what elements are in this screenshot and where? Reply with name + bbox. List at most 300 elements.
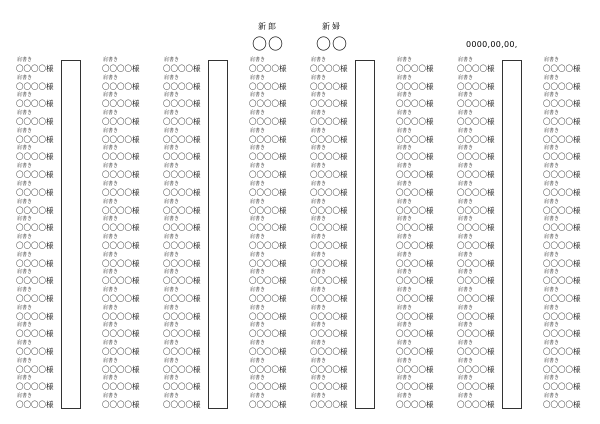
guest-name: 〇〇〇〇様 bbox=[249, 223, 287, 233]
guest-title: 肩書き bbox=[458, 340, 474, 346]
guest-title: 肩書き bbox=[397, 375, 413, 382]
guest-name: 〇〇〇〇様 bbox=[102, 276, 140, 286]
guest-title: 肩書き bbox=[250, 357, 266, 364]
guest-name: 〇〇〇〇様 bbox=[310, 81, 348, 91]
guest-name: 〇〇〇〇様 bbox=[16, 311, 54, 321]
guest-name: 〇〇〇〇様 bbox=[310, 240, 348, 250]
guest-entry bbox=[163, 321, 227, 339]
guest-entry bbox=[310, 233, 374, 251]
guest-entry bbox=[249, 56, 313, 74]
guest-title: 肩書き bbox=[458, 74, 474, 81]
guest-name: 〇〇〇〇様 bbox=[249, 170, 287, 180]
guest-entry bbox=[396, 374, 460, 392]
guest-entry bbox=[102, 180, 166, 198]
guest-title: 肩書き bbox=[164, 286, 180, 293]
guest-name: 〇〇〇〇様 bbox=[249, 364, 287, 374]
guest-title: 肩書き bbox=[103, 322, 119, 329]
bride-name: 〇〇 bbox=[316, 35, 349, 53]
guest-name: 〇〇〇〇様 bbox=[16, 205, 54, 215]
guest-entry bbox=[163, 374, 227, 392]
guest-title: 肩書き bbox=[103, 110, 119, 117]
guest-name: 〇〇〇〇様 bbox=[102, 187, 140, 197]
guest-name: 〇〇〇〇様 bbox=[16, 170, 54, 180]
guest-entry bbox=[396, 56, 460, 74]
guest-entry bbox=[163, 357, 227, 375]
guest-name: 〇〇〇〇様 bbox=[249, 400, 287, 410]
guest-entry bbox=[543, 392, 600, 410]
guest-title: 肩書き bbox=[311, 198, 327, 205]
guest-name: 〇〇〇〇様 bbox=[163, 240, 201, 250]
guest-title: 肩書き bbox=[544, 163, 560, 170]
guest-title: 肩書き bbox=[250, 57, 266, 63]
guest-column bbox=[310, 56, 374, 410]
guest-entry bbox=[16, 127, 80, 145]
guest-entry bbox=[457, 268, 521, 286]
guest-entry bbox=[16, 56, 80, 74]
guest-entry bbox=[163, 339, 227, 357]
guest-name: 〇〇〇〇様 bbox=[457, 223, 495, 233]
guest-entry bbox=[163, 251, 227, 269]
guest-title: 肩書き bbox=[17, 393, 33, 400]
guest-entry bbox=[396, 357, 460, 375]
guest-title: 肩書き bbox=[250, 127, 266, 134]
guest-title: 肩書き bbox=[164, 357, 180, 364]
guest-name: 〇〇〇〇様 bbox=[310, 382, 348, 392]
guest-entry bbox=[163, 162, 227, 180]
guest-entry bbox=[396, 215, 460, 233]
guest-title: 肩書き bbox=[458, 251, 474, 258]
guest-entry bbox=[310, 268, 374, 286]
guest-name: 〇〇〇〇様 bbox=[163, 187, 201, 197]
guest-entry bbox=[457, 180, 521, 198]
guest-column bbox=[16, 56, 80, 410]
guest-entry bbox=[249, 215, 313, 233]
guest-entry bbox=[16, 339, 80, 357]
guest-entry bbox=[543, 74, 600, 92]
guest-name: 〇〇〇〇様 bbox=[16, 364, 54, 374]
guest-entry bbox=[102, 392, 166, 410]
guest-entry bbox=[249, 233, 313, 251]
guest-entry bbox=[16, 251, 80, 269]
guest-title: 肩書き bbox=[103, 57, 119, 63]
guest-title: 肩書き bbox=[164, 180, 180, 187]
guest-name: 〇〇〇〇様 bbox=[249, 240, 287, 250]
guest-entry bbox=[543, 321, 600, 339]
guest-name: 〇〇〇〇様 bbox=[163, 347, 201, 356]
guest-entry bbox=[249, 374, 313, 392]
guest-name: 〇〇〇〇様 bbox=[396, 347, 434, 356]
guest-entry bbox=[543, 180, 600, 198]
guest-title: 肩書き bbox=[544, 304, 560, 311]
guest-name: 〇〇〇〇様 bbox=[310, 329, 348, 339]
groom-label: 新郎 bbox=[258, 22, 278, 31]
guest-name: 〇〇〇〇様 bbox=[16, 152, 54, 162]
guest-entry bbox=[16, 109, 80, 127]
guest-name: 〇〇〇〇様 bbox=[543, 134, 581, 144]
guest-name: 〇〇〇〇様 bbox=[543, 205, 581, 215]
guest-entry bbox=[16, 392, 80, 410]
guest-entry bbox=[102, 198, 166, 216]
guest-title: 肩書き bbox=[397, 92, 413, 99]
guest-entry bbox=[310, 109, 374, 127]
guest-title: 肩書き bbox=[311, 180, 327, 187]
guest-entry bbox=[396, 304, 460, 322]
guest-title: 肩書き bbox=[164, 375, 180, 382]
guest-title: 肩書き bbox=[311, 92, 327, 99]
guest-entry bbox=[457, 56, 521, 74]
guest-title: 肩書き bbox=[103, 233, 119, 240]
guest-name: 〇〇〇〇様 bbox=[310, 364, 348, 374]
guest-name: 〇〇〇〇様 bbox=[310, 311, 348, 321]
guest-title: 肩書き bbox=[458, 393, 474, 400]
guest-entry bbox=[102, 268, 166, 286]
guest-title: 肩書き bbox=[103, 269, 119, 276]
guest-title: 肩書き bbox=[17, 286, 33, 293]
guest-entry bbox=[102, 304, 166, 322]
guest-name: 〇〇〇〇様 bbox=[396, 187, 434, 197]
guest-entry bbox=[457, 286, 521, 304]
guest-title: 肩書き bbox=[458, 304, 474, 311]
guest-title: 肩書き bbox=[458, 375, 474, 382]
guest-title: 肩書き bbox=[103, 286, 119, 293]
guest-entry bbox=[249, 144, 313, 162]
guest-entry bbox=[102, 233, 166, 251]
guest-entry bbox=[310, 127, 374, 145]
guest-title: 肩書き bbox=[103, 163, 119, 170]
guest-title: 肩書き bbox=[458, 110, 474, 117]
guest-name: 〇〇〇〇様 bbox=[163, 382, 201, 392]
guest-title: 肩書き bbox=[458, 357, 474, 364]
guest-title: 肩書き bbox=[250, 304, 266, 311]
guest-title: 肩書き bbox=[250, 375, 266, 382]
guest-title: 肩書き bbox=[250, 163, 266, 170]
guest-entry bbox=[457, 321, 521, 339]
guest-title: 肩書き bbox=[250, 340, 266, 346]
guest-title: 肩書き bbox=[17, 145, 33, 152]
guest-title: 肩書き bbox=[458, 145, 474, 152]
guest-title: 肩書き bbox=[544, 269, 560, 276]
guest-name: 〇〇〇〇様 bbox=[163, 205, 201, 215]
guest-name: 〇〇〇〇様 bbox=[310, 400, 348, 410]
bride-block bbox=[316, 22, 348, 53]
guest-column bbox=[543, 56, 600, 410]
guest-entry bbox=[310, 180, 374, 198]
guest-title: 肩書き bbox=[164, 198, 180, 205]
guest-entry bbox=[457, 109, 521, 127]
guest-entry bbox=[543, 198, 600, 216]
guest-entry bbox=[163, 144, 227, 162]
guest-title: 肩書き bbox=[544, 145, 560, 152]
guest-entry bbox=[457, 144, 521, 162]
guest-entry bbox=[543, 162, 600, 180]
guest-entry bbox=[16, 321, 80, 339]
guest-name: 〇〇〇〇様 bbox=[457, 400, 495, 410]
guest-title: 肩書き bbox=[250, 92, 266, 99]
guest-name: 〇〇〇〇様 bbox=[16, 293, 54, 303]
guest-name: 〇〇〇〇様 bbox=[102, 81, 140, 91]
guest-name: 〇〇〇〇様 bbox=[543, 258, 581, 268]
guest-name: 〇〇〇〇様 bbox=[16, 117, 54, 127]
guest-entry bbox=[543, 56, 600, 74]
guest-entry bbox=[543, 339, 600, 357]
guest-entry bbox=[310, 339, 374, 357]
guest-title: 肩書き bbox=[458, 233, 474, 240]
guest-entry bbox=[249, 304, 313, 322]
guest-name: 〇〇〇〇様 bbox=[163, 400, 201, 410]
guest-title: 肩書き bbox=[311, 127, 327, 134]
guest-entry bbox=[396, 251, 460, 269]
guest-entry bbox=[457, 304, 521, 322]
guest-entry bbox=[102, 74, 166, 92]
guest-name: 〇〇〇〇様 bbox=[310, 205, 348, 215]
guest-title: 肩書き bbox=[164, 304, 180, 311]
guest-title: 肩書き bbox=[17, 92, 33, 99]
guest-entry bbox=[163, 268, 227, 286]
guest-name: 〇〇〇〇様 bbox=[543, 382, 581, 392]
guest-name: 〇〇〇〇様 bbox=[543, 223, 581, 233]
guest-name: 〇〇〇〇様 bbox=[249, 258, 287, 268]
guest-name: 〇〇〇〇様 bbox=[102, 364, 140, 374]
guest-entry bbox=[249, 268, 313, 286]
guest-title: 肩書き bbox=[17, 57, 33, 63]
guest-name: 〇〇〇〇様 bbox=[163, 329, 201, 339]
guest-entry bbox=[249, 198, 313, 216]
guest-title: 肩書き bbox=[311, 145, 327, 152]
guest-name: 〇〇〇〇様 bbox=[163, 117, 201, 127]
guest-entry bbox=[543, 91, 600, 109]
guest-entry bbox=[249, 286, 313, 304]
guest-title: 肩書き bbox=[164, 269, 180, 276]
guest-title: 肩書き bbox=[103, 145, 119, 152]
guest-entry bbox=[16, 374, 80, 392]
guest-title: 肩書き bbox=[164, 74, 180, 81]
guest-entry bbox=[16, 286, 80, 304]
guest-name: 〇〇〇〇様 bbox=[163, 276, 201, 286]
guest-entry bbox=[102, 339, 166, 357]
guest-entry bbox=[457, 127, 521, 145]
guest-name: 〇〇〇〇様 bbox=[457, 134, 495, 144]
guest-entry bbox=[457, 74, 521, 92]
guest-name: 〇〇〇〇様 bbox=[16, 382, 54, 392]
guest-name: 〇〇〇〇様 bbox=[457, 382, 495, 392]
guest-name: 〇〇〇〇様 bbox=[310, 276, 348, 286]
guest-name: 〇〇〇〇様 bbox=[310, 152, 348, 162]
guest-title: 肩書き bbox=[250, 216, 266, 223]
guest-entry bbox=[163, 286, 227, 304]
guest-name: 〇〇〇〇様 bbox=[543, 276, 581, 286]
guest-name: 〇〇〇〇様 bbox=[396, 64, 434, 73]
guest-entry bbox=[163, 109, 227, 127]
guest-title: 肩書き bbox=[103, 216, 119, 223]
guest-title: 肩書き bbox=[103, 92, 119, 99]
guest-name: 〇〇〇〇様 bbox=[543, 293, 581, 303]
guest-entry bbox=[310, 357, 374, 375]
guest-name: 〇〇〇〇様 bbox=[102, 223, 140, 233]
guest-entry bbox=[310, 198, 374, 216]
guest-name: 〇〇〇〇様 bbox=[310, 64, 348, 73]
guest-entry bbox=[543, 268, 600, 286]
guest-entry bbox=[102, 162, 166, 180]
guest-name: 〇〇〇〇様 bbox=[457, 170, 495, 180]
guest-entry bbox=[457, 339, 521, 357]
guest-title: 肩書き bbox=[311, 269, 327, 276]
guest-name: 〇〇〇〇様 bbox=[16, 223, 54, 233]
guest-name: 〇〇〇〇様 bbox=[310, 187, 348, 197]
guest-name: 〇〇〇〇様 bbox=[249, 152, 287, 162]
guest-name: 〇〇〇〇様 bbox=[249, 99, 287, 109]
guest-name: 〇〇〇〇様 bbox=[249, 117, 287, 127]
guest-title: 肩書き bbox=[17, 198, 33, 205]
guest-entry bbox=[543, 144, 600, 162]
guest-title: 肩書き bbox=[311, 57, 327, 63]
guest-name: 〇〇〇〇様 bbox=[16, 347, 54, 356]
guest-title: 肩書き bbox=[164, 340, 180, 346]
guest-title: 肩書き bbox=[17, 251, 33, 258]
groom-block bbox=[252, 22, 284, 53]
guest-title: 肩書き bbox=[397, 198, 413, 205]
guest-title: 肩書き bbox=[17, 180, 33, 187]
guest-title: 肩書き bbox=[544, 251, 560, 258]
guest-entry bbox=[102, 374, 166, 392]
guest-entry bbox=[396, 321, 460, 339]
guest-entry bbox=[102, 91, 166, 109]
guest-title: 肩書き bbox=[544, 216, 560, 223]
guest-entry bbox=[457, 357, 521, 375]
guest-name: 〇〇〇〇様 bbox=[396, 364, 434, 374]
guest-entry bbox=[543, 251, 600, 269]
guest-title: 肩書き bbox=[397, 110, 413, 117]
guest-name: 〇〇〇〇様 bbox=[396, 205, 434, 215]
guest-entry bbox=[396, 144, 460, 162]
guest-title: 肩書き bbox=[544, 357, 560, 364]
guest-name: 〇〇〇〇様 bbox=[249, 134, 287, 144]
guest-column bbox=[396, 56, 460, 410]
guest-name: 〇〇〇〇様 bbox=[396, 329, 434, 339]
guest-name: 〇〇〇〇様 bbox=[396, 400, 434, 410]
guest-title: 肩書き bbox=[250, 145, 266, 152]
guest-name: 〇〇〇〇様 bbox=[310, 223, 348, 233]
guest-title: 肩書き bbox=[458, 180, 474, 187]
guest-title: 肩書き bbox=[311, 233, 327, 240]
guest-name: 〇〇〇〇様 bbox=[16, 400, 54, 410]
guest-title: 肩書き bbox=[311, 74, 327, 81]
guest-name: 〇〇〇〇様 bbox=[396, 223, 434, 233]
guest-name: 〇〇〇〇様 bbox=[396, 258, 434, 268]
guest-entry bbox=[543, 233, 600, 251]
guest-name: 〇〇〇〇様 bbox=[249, 311, 287, 321]
guest-title: 肩書き bbox=[397, 304, 413, 311]
guest-entry bbox=[102, 144, 166, 162]
guest-title: 肩書き bbox=[311, 110, 327, 117]
guest-entry bbox=[543, 286, 600, 304]
guest-title: 肩書き bbox=[103, 198, 119, 205]
guest-entry bbox=[543, 127, 600, 145]
guest-title: 肩書き bbox=[164, 233, 180, 240]
guest-name: 〇〇〇〇様 bbox=[457, 99, 495, 109]
guest-entry bbox=[163, 56, 227, 74]
guest-name: 〇〇〇〇様 bbox=[396, 152, 434, 162]
guest-name: 〇〇〇〇様 bbox=[396, 134, 434, 144]
guest-entry bbox=[457, 251, 521, 269]
guest-entry bbox=[163, 392, 227, 410]
guest-entry bbox=[543, 357, 600, 375]
guest-entry bbox=[457, 91, 521, 109]
guest-title: 肩書き bbox=[103, 340, 119, 346]
guest-name: 〇〇〇〇様 bbox=[163, 64, 201, 73]
guest-name: 〇〇〇〇様 bbox=[457, 311, 495, 321]
guest-name: 〇〇〇〇様 bbox=[457, 117, 495, 127]
guest-name: 〇〇〇〇様 bbox=[396, 81, 434, 91]
guest-title: 肩書き bbox=[397, 216, 413, 223]
guest-entry bbox=[163, 233, 227, 251]
guest-title: 肩書き bbox=[17, 74, 33, 81]
guest-entry bbox=[310, 91, 374, 109]
guest-name: 〇〇〇〇様 bbox=[310, 258, 348, 268]
guest-title: 肩書き bbox=[250, 322, 266, 329]
guest-entry bbox=[16, 233, 80, 251]
guest-name: 〇〇〇〇様 bbox=[457, 364, 495, 374]
guest-title: 肩書き bbox=[17, 322, 33, 329]
guest-entry bbox=[102, 286, 166, 304]
guest-entry bbox=[310, 374, 374, 392]
guest-entry bbox=[457, 162, 521, 180]
guest-title: 肩書き bbox=[17, 216, 33, 223]
guest-entry bbox=[102, 357, 166, 375]
guest-name: 〇〇〇〇様 bbox=[102, 64, 140, 73]
guest-name: 〇〇〇〇様 bbox=[102, 347, 140, 356]
guest-name: 〇〇〇〇様 bbox=[16, 99, 54, 109]
guest-entry bbox=[163, 91, 227, 109]
guest-entry bbox=[249, 162, 313, 180]
guest-title: 肩書き bbox=[17, 340, 33, 346]
guest-name: 〇〇〇〇様 bbox=[163, 81, 201, 91]
guest-name: 〇〇〇〇様 bbox=[310, 117, 348, 127]
guest-title: 肩書き bbox=[544, 375, 560, 382]
guest-entry bbox=[16, 180, 80, 198]
guest-entry bbox=[310, 251, 374, 269]
guest-title: 肩書き bbox=[311, 216, 327, 223]
guest-name: 〇〇〇〇様 bbox=[16, 329, 54, 339]
guest-name: 〇〇〇〇様 bbox=[543, 240, 581, 250]
guest-entry bbox=[396, 74, 460, 92]
guest-title: 肩書き bbox=[311, 251, 327, 258]
guest-name: 〇〇〇〇様 bbox=[543, 99, 581, 109]
guest-entry bbox=[310, 392, 374, 410]
guest-entry bbox=[396, 392, 460, 410]
guest-name: 〇〇〇〇様 bbox=[163, 293, 201, 303]
guest-entry bbox=[310, 144, 374, 162]
guest-name: 〇〇〇〇様 bbox=[249, 329, 287, 339]
guest-name: 〇〇〇〇様 bbox=[543, 329, 581, 339]
guest-title: 肩書き bbox=[397, 163, 413, 170]
guest-entry bbox=[16, 304, 80, 322]
guest-title: 肩書き bbox=[397, 393, 413, 400]
guest-name: 〇〇〇〇様 bbox=[163, 170, 201, 180]
guest-entry bbox=[396, 268, 460, 286]
guest-name: 〇〇〇〇様 bbox=[396, 311, 434, 321]
guest-entry bbox=[396, 339, 460, 357]
guest-entry bbox=[249, 109, 313, 127]
guest-entry bbox=[102, 321, 166, 339]
guest-entry bbox=[396, 162, 460, 180]
bride-label: 新婦 bbox=[322, 22, 342, 31]
guest-name: 〇〇〇〇様 bbox=[396, 99, 434, 109]
guest-name: 〇〇〇〇様 bbox=[163, 258, 201, 268]
guest-name: 〇〇〇〇様 bbox=[396, 117, 434, 127]
guest-entry bbox=[310, 162, 374, 180]
guest-name: 〇〇〇〇様 bbox=[543, 170, 581, 180]
guest-title: 肩書き bbox=[458, 286, 474, 293]
